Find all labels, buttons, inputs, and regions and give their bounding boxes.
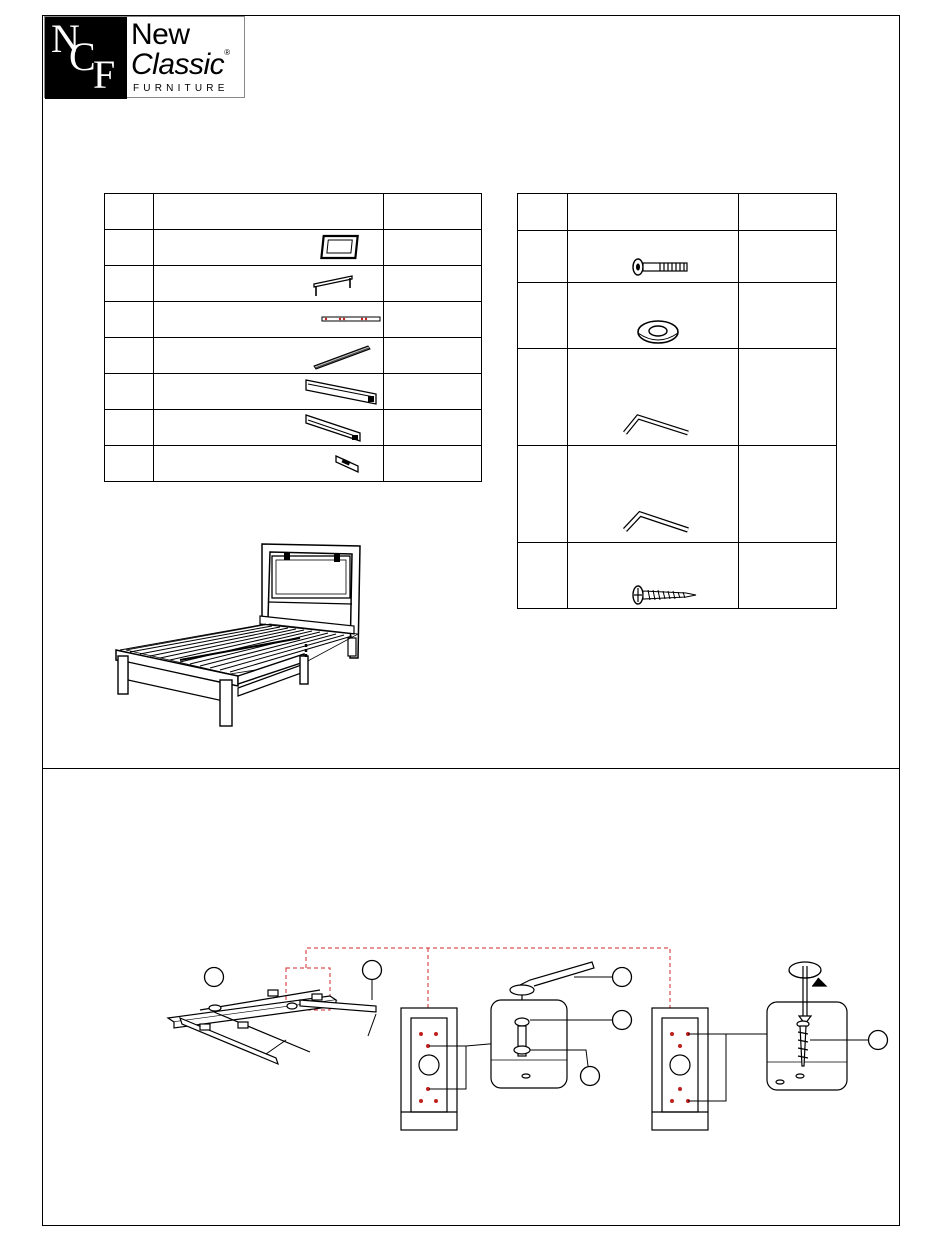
- table-cell: [384, 266, 482, 302]
- page-bottom-frame: [42, 768, 900, 1226]
- table-cell: [154, 302, 384, 338]
- table-cell: [154, 230, 384, 266]
- header-cell: [105, 194, 154, 230]
- logo-classic-text: Classic: [131, 48, 225, 81]
- table-cell: [568, 283, 739, 349]
- table-cell: [105, 266, 154, 302]
- logo-letter-c: C: [69, 34, 96, 79]
- table-cell: [105, 302, 154, 338]
- table-cell: [105, 446, 154, 482]
- table-cell: [105, 410, 154, 446]
- table-row: [518, 446, 837, 543]
- table-row: [105, 230, 482, 266]
- header-cell: [518, 194, 568, 231]
- table-cell: [518, 231, 568, 283]
- logo-tagline: FURNITURE: [133, 83, 229, 94]
- table-cell: [154, 410, 384, 446]
- logo-name-line1: New: [131, 18, 190, 51]
- table-cell: [518, 283, 568, 349]
- table-cell: [739, 231, 837, 283]
- washer-icon: [636, 319, 680, 345]
- table-cell: [518, 543, 568, 609]
- table-row: [105, 410, 482, 446]
- parts-table: [104, 193, 482, 482]
- table-cell: [105, 374, 154, 410]
- table-cell: [154, 338, 384, 374]
- table-row: [105, 266, 482, 302]
- table-cell: [105, 230, 154, 266]
- header-cell: [384, 194, 482, 230]
- bolt-icon: [630, 257, 690, 277]
- table-cell: [568, 349, 739, 446]
- headboard-panel-icon: [322, 233, 362, 261]
- side-rail-icon: [304, 376, 382, 408]
- header-cell: [568, 194, 739, 231]
- logo-letter-f: F: [93, 52, 116, 97]
- table-cell: [384, 374, 482, 410]
- hardware-table: [517, 193, 837, 609]
- allen-key-small-icon: [622, 413, 692, 439]
- table-row: [105, 374, 482, 410]
- table-cell: [568, 231, 739, 283]
- table-cell: [154, 374, 384, 410]
- table-row: [518, 231, 837, 283]
- center-rail-icon: [322, 315, 384, 325]
- table-cell: [384, 302, 482, 338]
- hardware-table-header: [518, 194, 837, 231]
- table-row: [105, 302, 482, 338]
- table-cell: [154, 446, 384, 482]
- table-cell: [384, 446, 482, 482]
- table-cell: [568, 543, 739, 609]
- table-cell: [154, 266, 384, 302]
- assembled-bed-illustration: [110, 538, 370, 738]
- table-row: [518, 543, 837, 609]
- table-row: [518, 283, 837, 349]
- table-cell: [518, 349, 568, 446]
- side-rail-with-ledge-icon: [304, 411, 366, 445]
- table-cell: [105, 338, 154, 374]
- registered-mark: ®: [224, 48, 230, 57]
- table-row: [105, 446, 482, 482]
- header-cell: [739, 194, 837, 231]
- logo-letter-n: N: [51, 16, 80, 61]
- table-cell: [739, 349, 837, 446]
- table-cell: [384, 410, 482, 446]
- table-cell: [384, 338, 482, 374]
- footboard-rail-icon: [312, 266, 356, 300]
- table-row: [518, 349, 837, 446]
- header-cell: [154, 194, 384, 230]
- table-row: [105, 338, 482, 374]
- wood-screw-icon: [630, 583, 700, 607]
- table-cell: [739, 543, 837, 609]
- table-cell: [518, 446, 568, 543]
- bracket-icon: [334, 454, 366, 476]
- slat-roll-icon: [312, 340, 374, 370]
- logo-monogram: [45, 17, 127, 99]
- table-cell: [739, 283, 837, 349]
- brand-logo: [44, 16, 245, 98]
- table-cell: [568, 446, 739, 543]
- allen-key-large-icon: [622, 510, 692, 536]
- table-cell: [739, 446, 837, 543]
- logo-name-line2: [131, 48, 230, 82]
- parts-table-header: [105, 194, 482, 230]
- table-cell: [384, 230, 482, 266]
